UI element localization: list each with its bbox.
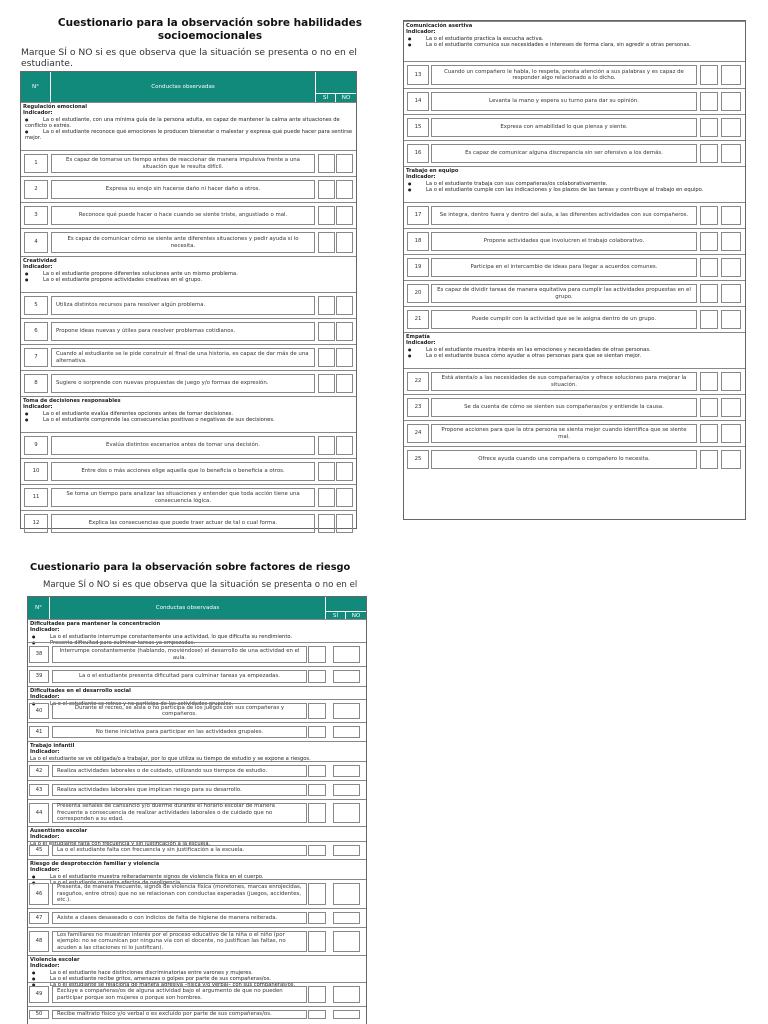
table-row — [404, 88, 745, 114]
no-checkbox[interactable] — [333, 726, 360, 738]
section-title: Dificultades en el desarrollo social — [30, 688, 131, 694]
indicator-text: La o el estudiante hace distinciones discriminatorias entre varones y mujeres. — [50, 969, 253, 976]
no-checkbox[interactable] — [721, 258, 741, 277]
table-row — [404, 420, 745, 446]
table-row — [404, 446, 745, 472]
table-row — [404, 306, 745, 332]
si-checkbox[interactable] — [308, 1010, 326, 1019]
behavior-text: Cuando al estudiante se le pide construir el final de una historia, es capaz de dar más de una alternativa. — [51, 348, 315, 367]
si-checkbox[interactable] — [308, 703, 326, 719]
indicator-text: La o el estudiante muestra reiteradamente signos de violencia física en el cuerpo. — [50, 873, 264, 880]
no-checkbox[interactable] — [721, 284, 741, 303]
indicator-label: Indicador: — [23, 110, 53, 117]
table-row — [404, 254, 745, 280]
behavior-text: Se toma un tiempo para analizar las situaciones y entender que toda acción tiene una consecuencia lógica. — [51, 488, 315, 507]
row-number: 38 — [29, 646, 49, 663]
indicator-bullet — [406, 353, 743, 359]
si-checkbox[interactable] — [700, 65, 718, 85]
si-checkbox[interactable] — [700, 232, 718, 251]
row-number: 13 — [407, 65, 429, 85]
section-title: Dificultades para mantener la concentración — [30, 621, 161, 627]
behavior-text: Se da cuenta de cómo se sienten sus compañeras/os y entiende la causa. — [431, 398, 697, 417]
behavior-text: Está atenta/o a las necesidades de sus compañeras/os y ofrece soluciones para mejorar la situación. — [431, 372, 697, 391]
row-number: 41 — [29, 726, 49, 738]
behavior-text: Los familiares no muestran interés por el proceso educativo de la niña o el niño (por ejemplo: no se comunican por ninguna vía con el docente, no justifican las faltas, no acuden a las citaciones ni lo justifican). — [52, 931, 307, 952]
table-row — [21, 432, 356, 458]
bullet-icon: ● — [32, 969, 36, 975]
indicator-label: Indicador: — [30, 694, 60, 701]
si-checkbox[interactable] — [308, 986, 326, 1003]
row-number: 5 — [24, 296, 48, 315]
section-title: Violencia escolar — [30, 957, 80, 963]
section-block — [404, 21, 745, 61]
row-number: 18 — [407, 232, 429, 251]
section-block — [28, 826, 366, 847]
row-number: 21 — [407, 310, 429, 329]
behavior-text: Cuando un compañero le habla, lo respeta, presta atención a sus palabras y es capaz de responder algo relacionado a lo dicho. — [431, 65, 697, 85]
bullet-icon: ● — [25, 116, 29, 122]
si-checkbox[interactable] — [308, 765, 326, 777]
table-row — [404, 114, 745, 140]
behavior-text: Utiliza distintos recursos para resolver algún problema. — [51, 296, 315, 315]
indicator-label: Indicador: — [406, 29, 436, 36]
q2-table — [27, 596, 367, 1024]
si-checkbox[interactable] — [308, 803, 326, 823]
si-checkbox[interactable] — [318, 436, 335, 455]
row-number: 8 — [24, 374, 48, 393]
si-checkbox[interactable] — [318, 180, 335, 199]
table-row — [28, 799, 366, 826]
no-checkbox[interactable] — [333, 803, 360, 823]
indicator-bullet — [406, 187, 743, 193]
indicator-text: La o el estudiante muestra interés en las emociones y necesidades de otras personas. — [426, 346, 651, 353]
section-block — [28, 859, 366, 886]
no-checkbox[interactable] — [721, 144, 741, 163]
indicator-label: Indicador: — [406, 174, 436, 181]
behavior-text: Puede cumplir con la actividad que se le asigna dentro de un grupo. — [431, 310, 697, 329]
row-number: 24 — [407, 424, 429, 443]
q2-instructions: Marque SÍ o NO si es que observa que la situación se presenta o no en el — [43, 580, 358, 590]
behavior-text: Es capaz de tomarse un tiempo antes de reaccionar de manera impulsiva frente a una situación que le resulta difícil. — [51, 154, 315, 173]
indicator-label: Indicador: — [30, 867, 60, 874]
indicator-text: La o el estudiante evalúa diferentes opciones antes de tomar decisiones. — [43, 410, 234, 417]
row-number: 19 — [407, 258, 429, 277]
behavior-text: Ofrece ayuda cuando una compañera o compañero lo necesita. — [431, 450, 697, 469]
behavior-text: Durante el recreo, se aísla o no participa de los juegos con sus compañeras y compañeros. — [52, 703, 307, 719]
q2-title: Cuestionario para la observación sobre factores de riesgo — [30, 562, 351, 573]
bullet-icon: ● — [32, 873, 36, 879]
behavior-text: Propone ideas nuevas y útiles para resolver problemas cotidianos. — [51, 322, 315, 341]
table-row — [21, 344, 356, 370]
table-row — [28, 699, 366, 722]
no-checkbox[interactable] — [333, 1010, 360, 1019]
section-title: Regulación emocional — [23, 104, 87, 110]
table-row — [404, 228, 745, 254]
bullet-icon: ● — [25, 416, 29, 422]
table-row — [21, 176, 356, 202]
si-checkbox[interactable] — [700, 372, 718, 391]
table-row — [404, 394, 745, 420]
no-checkbox[interactable] — [333, 883, 360, 905]
no-checkbox[interactable] — [721, 450, 741, 469]
section-title: Ausentismo escolar — [30, 828, 88, 834]
table-row — [404, 140, 745, 166]
si-checkbox[interactable] — [308, 912, 326, 924]
table-row — [21, 510, 356, 536]
si-checkbox[interactable] — [318, 514, 335, 533]
q2-header — [28, 597, 366, 619]
table-row — [28, 780, 366, 799]
table-row — [21, 202, 356, 228]
si-checkbox[interactable] — [700, 92, 718, 111]
bullet-icon: ● — [32, 982, 36, 988]
bullet-icon: ● — [25, 276, 29, 282]
bullet-icon: ● — [408, 186, 412, 192]
si-checkbox[interactable] — [700, 424, 718, 443]
no-checkbox[interactable] — [336, 180, 353, 199]
no-checkbox[interactable] — [333, 784, 360, 796]
no-checkbox[interactable] — [336, 232, 353, 253]
behavior-text: Propone acciones para que la otra persona se sienta mejor cuando identifica que se siente mal. — [431, 424, 697, 443]
table-row — [28, 722, 366, 741]
behavior-text: Asiste a clases desaseado o con indicios de falta de higiene de manera reiterada. — [52, 912, 307, 924]
no-checkbox[interactable] — [721, 398, 741, 417]
no-checkbox[interactable] — [336, 462, 353, 481]
no-checkbox[interactable] — [336, 348, 353, 367]
indicator-label: Indicador: — [23, 264, 53, 271]
bullet-icon: ● — [25, 129, 29, 135]
indicator-label: Indicador: — [30, 749, 60, 756]
row-number: 39 — [29, 670, 49, 683]
no-checkbox[interactable] — [333, 765, 360, 777]
si-checkbox[interactable] — [308, 670, 326, 683]
no-checkbox[interactable] — [336, 436, 353, 455]
no-checkbox[interactable] — [333, 670, 360, 683]
behavior-text: Explica las consecuencias que puede traer actuar de tal o cual forma. — [51, 514, 315, 533]
indicator-text: La o el estudiante propone diferentes soluciones ante un mismo problema. — [43, 270, 238, 277]
no-checkbox[interactable] — [333, 912, 360, 924]
behavior-text: Levanta la mano y espera su turno para dar su opinión. — [431, 92, 697, 111]
row-number: 46 — [29, 883, 49, 905]
indicator-text: La o el estudiante se retrae y no participa de las actividades grupales. — [50, 700, 233, 707]
indicator-text: La o el estudiante reconoce qué emociones le producen bienestar o malestar y expresa qué puede hacer para sentirse mejor. — [25, 129, 353, 142]
indicator-text: La o el estudiante comunica sus necesidades e intereses de forma clara, sin agredir a otras personas. — [426, 41, 691, 48]
no-checkbox[interactable] — [721, 310, 741, 329]
indicator-bullet — [23, 117, 354, 130]
row-number: 48 — [29, 931, 49, 952]
behavior-text: La o el estudiante falta con frecuencia y sin justificación a la escuela. — [52, 845, 307, 856]
indicator-label: Indicador: — [23, 404, 53, 411]
no-checkbox[interactable] — [333, 646, 360, 663]
table-row — [21, 228, 356, 256]
behavior-text: Recibe maltrato físico y/o verbal o es excluido por parte de sus compañeras/os. — [52, 1010, 307, 1019]
q1-left-header — [21, 72, 356, 102]
si-checkbox[interactable] — [700, 118, 718, 137]
q1-left-table — [20, 71, 357, 529]
bullet-icon: ● — [32, 975, 36, 981]
header-si: SÍ — [326, 611, 346, 619]
indicator-text: La o el estudiante comprende las consecuencias positivas o negativas de sus decisiones. — [43, 416, 275, 423]
indicator-text: La o el estudiante falta con frecuencia y sin justificación a la escuela. — [30, 840, 211, 847]
no-checkbox[interactable] — [336, 322, 353, 341]
section-block — [404, 332, 745, 368]
table-row — [404, 61, 745, 88]
bullet-icon: ● — [408, 346, 412, 352]
si-checkbox[interactable] — [700, 310, 718, 329]
table-row — [21, 370, 356, 396]
row-number: 10 — [24, 462, 48, 481]
bullet-icon: ● — [408, 41, 412, 47]
si-checkbox[interactable] — [308, 931, 326, 952]
indicator-label: Indicador: — [30, 834, 60, 841]
indicator-text: La o el estudiante cumple con las indicaciones y los plazos de las tareas y contribuye al trabajo en equipo. — [426, 186, 704, 193]
header-num: N° — [28, 597, 50, 619]
row-number: 49 — [29, 986, 49, 1003]
si-checkbox[interactable] — [700, 258, 718, 277]
si-checkbox[interactable] — [308, 845, 326, 856]
indicator-bullet — [23, 129, 354, 142]
behavior-text: Evalúa distintos escenarios antes de tomar una decisión. — [51, 436, 315, 455]
table-row — [404, 202, 745, 228]
table-row — [28, 841, 366, 859]
section-block — [21, 396, 356, 432]
row-number: 2 — [24, 180, 48, 199]
si-checkbox[interactable] — [700, 206, 718, 225]
behavior-text: Entre dos o más acciones elige aquella que lo beneficia o beneficia a otros. — [51, 462, 315, 481]
section-title: Trabajo en equipo — [406, 168, 459, 174]
behavior-text: Reconoce qué puede hacer o hace cuando se siente triste, angustiado o mal. — [51, 206, 315, 225]
row-number: 3 — [24, 206, 48, 225]
indicator-bullet — [406, 42, 743, 48]
q1-title — [30, 17, 390, 43]
row-number: 25 — [407, 450, 429, 469]
no-checkbox[interactable] — [336, 374, 353, 393]
si-checkbox[interactable] — [700, 144, 718, 163]
behavior-text: Es capaz de dividir tareas de manera equitativa para cumplir las actividades propuestas en el grupo. — [431, 284, 697, 303]
q1-title-line1: Cuestionario para la observación sobre habilidades — [57, 17, 363, 29]
header-no: NO — [346, 611, 366, 619]
si-checkbox[interactable] — [318, 374, 335, 393]
row-number: 23 — [407, 398, 429, 417]
indicator-text: La o el estudiante busca cómo ayudar a otras personas para que se sientan mejor. — [426, 352, 642, 359]
no-checkbox[interactable] — [721, 65, 741, 85]
behavior-text: La o el estudiante presenta dificultad para culminar tareas ya empezadas. — [52, 670, 307, 683]
behavior-text: Sugiere o sorprende con nuevas propuestas de juego y/o formas de expresión. — [51, 374, 315, 393]
no-checkbox[interactable] — [333, 703, 360, 719]
behavior-text: Presenta, de manera frecuente, signos de violencia física (moretones, marcas enrojecidas, rasguños, entre otros) que no se relacionan con conductas esperadas (juegos, accidentes, etc.). — [52, 883, 307, 905]
row-number: 16 — [407, 144, 429, 163]
row-number: 11 — [24, 488, 48, 507]
section-title: Trabajo infantil — [30, 743, 75, 749]
no-checkbox[interactable] — [336, 206, 353, 225]
section-block — [28, 741, 366, 761]
behavior-text: Excluye a compañeras/os de alguna actividad bajo el argumento de que no pueden participar porque son mujeres o porque son hombres. — [52, 986, 307, 1003]
table-row — [21, 458, 356, 484]
si-checkbox[interactable] — [308, 883, 326, 905]
no-checkbox[interactable] — [333, 845, 360, 856]
indicator-text: La o el estudiante propone actividades creativas en el grupo. — [43, 276, 202, 283]
no-checkbox[interactable] — [336, 296, 353, 315]
row-number: 17 — [407, 206, 429, 225]
si-checkbox[interactable] — [318, 322, 335, 341]
no-checkbox[interactable] — [333, 931, 360, 952]
bullet-icon: ● — [408, 352, 412, 358]
row-number: 6 — [24, 322, 48, 341]
si-checkbox[interactable] — [308, 784, 326, 796]
indicator-text: La o el estudiante, con una mínima guía de la persona adulta, es capaz de mantener la calma ante situaciones de conflicto o estrés. — [25, 116, 340, 129]
section-block — [21, 102, 356, 150]
table-row — [28, 908, 366, 927]
behavior-text: Realiza actividades laborales que implican riesgo para su desarrollo. — [52, 784, 307, 796]
table-row — [404, 368, 745, 394]
section-title: Riesgo de desprotección familiar y violencia — [30, 861, 160, 867]
row-number: 7 — [24, 348, 48, 367]
indicator-text: Presenta dificultad para culminar tareas ya empezadas. — [50, 639, 196, 646]
table-row — [404, 280, 745, 306]
section-title: Comunicación asertiva — [406, 23, 473, 29]
table-row — [21, 484, 356, 510]
indicator-label: Indicador: — [30, 627, 60, 634]
row-number: 1 — [24, 154, 48, 173]
behavior-text: Interrumpe constantemente (hablando, moviéndose) el desarrollo de una actividad en el aula. — [52, 646, 307, 663]
behavior-text: No tiene iniciativa para participar en las actividades grupales. — [52, 726, 307, 738]
no-checkbox[interactable] — [721, 92, 741, 111]
si-checkbox[interactable] — [318, 348, 335, 367]
no-checkbox[interactable] — [333, 986, 360, 1003]
indicator-text: La o el estudiante recibe gritos, amenazas o golpes por parte de sus compañeras/os. — [50, 975, 272, 982]
bullet-icon: ● — [32, 633, 36, 639]
bullet-icon: ● — [32, 879, 36, 885]
indicator-bullet — [23, 277, 354, 283]
row-number: 4 — [24, 232, 48, 253]
table-row — [28, 1006, 366, 1022]
header-num: N° — [21, 72, 51, 102]
no-checkbox[interactable] — [336, 488, 353, 507]
indicator-label: Indicador: — [406, 340, 436, 347]
table-row — [21, 292, 356, 318]
header-conductas: Conductas observadas — [50, 597, 326, 619]
row-number: 50 — [29, 1010, 49, 1019]
bullet-icon: ● — [32, 700, 36, 706]
section-block — [28, 619, 366, 646]
behavior-text: Es capaz de comunicar alguna discrepancia sin ser ofensivo a los demás. — [431, 144, 697, 163]
behavior-text: Se integra, dentro fuera y dentro del aula, a las diferentes actividades con sus compañeros. — [431, 206, 697, 225]
bullet-icon: ● — [408, 35, 412, 41]
row-number: 14 — [407, 92, 429, 111]
si-checkbox[interactable] — [318, 232, 335, 253]
bullet-icon: ● — [408, 180, 412, 186]
no-checkbox[interactable] — [721, 206, 741, 225]
no-checkbox[interactable] — [336, 154, 353, 173]
indicator-label: Indicador: — [30, 963, 60, 970]
row-number: 22 — [407, 372, 429, 391]
q1-right-table — [403, 20, 746, 520]
no-checkbox[interactable] — [336, 514, 353, 533]
row-number: 45 — [29, 845, 49, 856]
indicator-text: La o el estudiante se relaciona de manera agresiva –física y/o verbal– con sus compañeras/os. — [50, 982, 296, 989]
header-conductas: Conductas observadas — [51, 72, 316, 102]
section-block — [28, 686, 366, 707]
section-title: Empatía — [406, 334, 430, 340]
section-title: Toma de decisiones responsables — [23, 398, 121, 404]
table-row — [28, 639, 366, 666]
behavior-text: Presenta señales de cansancio y/o duerme durante el horario escolar de manera frecuente a consecuencia de realizar actividades laborales o de cuidado que no corresponden a su edad. — [52, 803, 307, 823]
indicator-text: La o el estudiante se ve obligada/o a trabajar, por lo que utiliza su tiempo de estudio y se expone a riesgos. — [30, 755, 311, 762]
bullet-icon: ● — [25, 410, 29, 416]
si-checkbox[interactable] — [318, 206, 335, 225]
table-row — [28, 927, 366, 955]
behavior-text: Participa en el intercambio de ideas para llegar a acuerdos comunes. — [431, 258, 697, 277]
si-checkbox[interactable] — [318, 296, 335, 315]
table-row — [21, 318, 356, 344]
section-block — [404, 166, 745, 202]
section-block — [28, 955, 366, 989]
si-checkbox[interactable] — [308, 726, 326, 738]
behavior-text: Realiza actividades laborales o de cuidado, utilizando sus tiempos de estudio. — [52, 765, 307, 777]
row-number: 20 — [407, 284, 429, 303]
no-checkbox[interactable] — [721, 372, 741, 391]
no-checkbox[interactable] — [721, 232, 741, 251]
table-row — [28, 879, 366, 908]
row-number: 42 — [29, 765, 49, 777]
si-checkbox[interactable] — [700, 284, 718, 303]
no-checkbox[interactable] — [721, 118, 741, 137]
table-row — [28, 761, 366, 780]
q1-instructions: Marque SÍ o NO si es que observa que la situación se presenta o no en el estudiante. — [21, 47, 357, 69]
row-number: 47 — [29, 912, 49, 924]
si-checkbox[interactable] — [700, 450, 718, 469]
q1-title-line2: socioemocionales — [157, 30, 263, 42]
si-checkbox[interactable] — [318, 154, 335, 173]
table-row — [28, 666, 366, 686]
si-checkbox[interactable] — [318, 488, 335, 507]
section-title: Creatividad — [23, 258, 57, 264]
table-row — [28, 982, 366, 1006]
indicator-text: La o el estudiante trabaja con sus compañeras/os colaborativamente. — [426, 180, 608, 187]
si-checkbox[interactable] — [318, 462, 335, 481]
row-number: 9 — [24, 436, 48, 455]
row-number: 12 — [24, 514, 48, 533]
behavior-text: Expresa su enojo sin hacerse daño ni hacer daño a otros. — [51, 180, 315, 199]
no-checkbox[interactable] — [721, 424, 741, 443]
row-number: 40 — [29, 703, 49, 719]
indicator-text: La o el estudiante muestra efectos de negligencia. — [50, 879, 182, 886]
header-si: SÍ — [316, 93, 336, 102]
si-checkbox[interactable] — [700, 398, 718, 417]
indicator-text: La o el estudiante interrumpe constantemente una actividad, lo que dificulta su rendimiento. — [50, 633, 293, 640]
table-row — [21, 150, 356, 176]
row-number: 15 — [407, 118, 429, 137]
si-checkbox[interactable] — [308, 646, 326, 663]
behavior-text: Es capaz de comunicar cómo se siente ante diferentes situaciones y pedir ayuda si lo necesita. — [51, 232, 315, 253]
row-number: 43 — [29, 784, 49, 796]
indicator-text: La o el estudiante practica la escucha activa. — [426, 35, 544, 42]
header-no: NO — [336, 93, 356, 102]
indicator-bullet — [23, 417, 354, 423]
behavior-text: Expresa con amabilidad lo que piensa y siente. — [431, 118, 697, 137]
behavior-text: Propone actividades que involucren el trabajo colaborativo. — [431, 232, 697, 251]
bullet-icon: ● — [25, 270, 29, 276]
row-number: 44 — [29, 803, 49, 823]
bullet-icon: ● — [32, 639, 36, 645]
section-block — [21, 256, 356, 292]
